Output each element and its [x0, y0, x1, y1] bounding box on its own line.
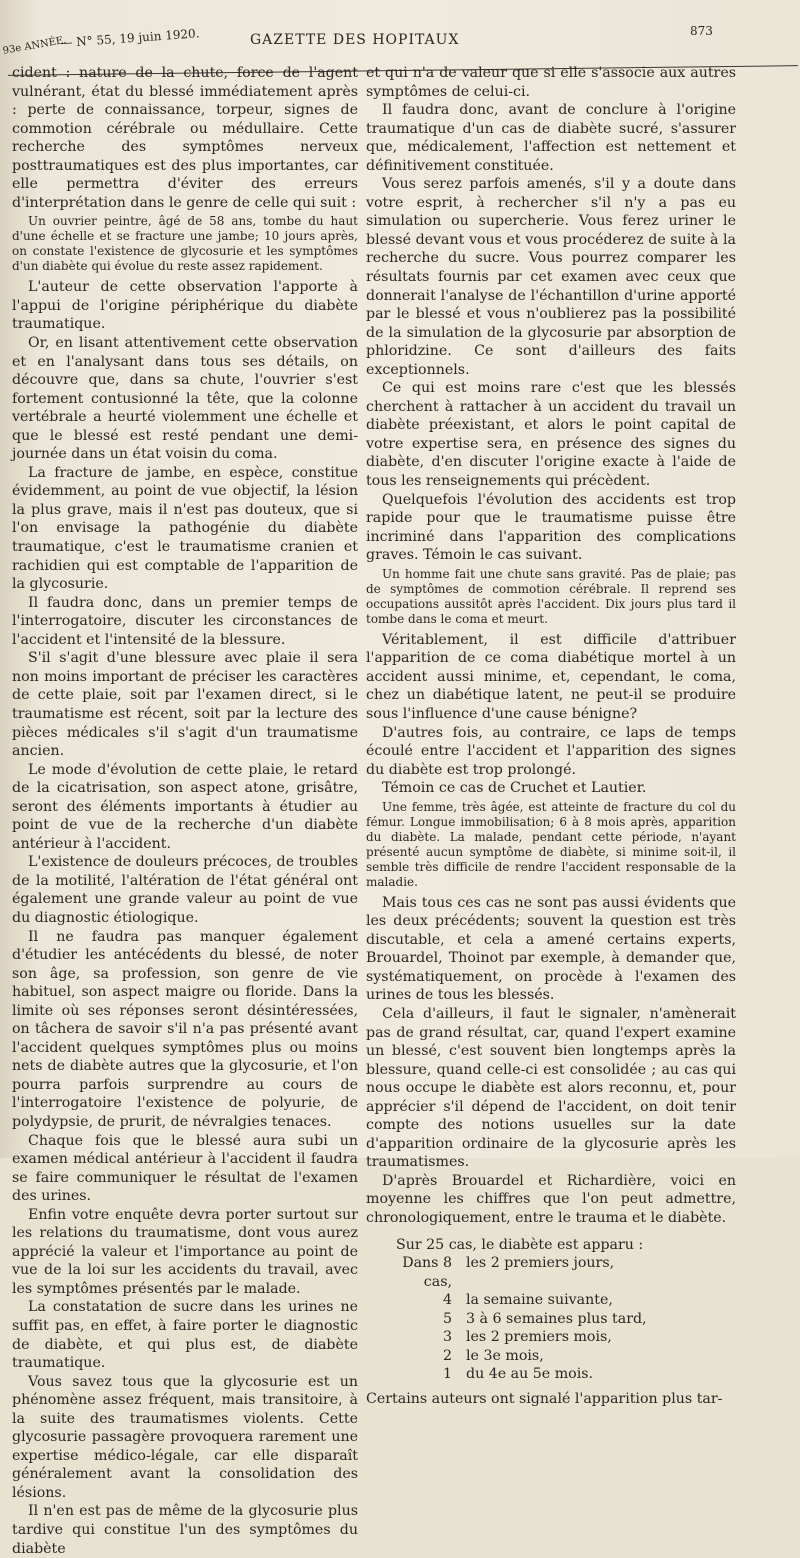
- case-count: 4: [442, 1292, 452, 1309]
- paragraph: La fracture de jambe, en espèce, constitue évidemment, au point de vue objectif, la lésion la plus grave, mais il n'est pas douteux, que si l'on envisage la pathogénie du diabète traumatique, c'est le traumatisme cranien et rachidien qui est comptable de l'apparition de la glycosurie.: [12, 464, 358, 593]
- paragraph: Certains auteurs ont signalé l'apparition plus tar-: [366, 1390, 723, 1407]
- paragraph: D'autres fois, au contraire, ce laps de temps écoulé entre l'accident et l'apparition des signes du diabète est trop prolongé.: [366, 724, 736, 778]
- statistics-row: [396, 1254, 736, 1291]
- statistics-row: [396, 1365, 736, 1384]
- case-count: 2: [442, 1347, 452, 1364]
- paragraph: S'il s'agit d'une blessure avec plaie il sera non moins important de préciser les caractères de cette plaie, soit par l'examen direct, si le traumatisme est récent, soit par la lecture des pièces médicales s'il s'agit d'un traumatisme ancien.: [12, 650, 358, 760]
- paragraph: Il faudra donc, avant de conclure à l'origine traumatique d'un cas de diabète sucré, s'assurer que, médicalement, l'affection est nettement et définitivement constituée.: [366, 102, 736, 174]
- onset-period: 3 à 6 semaines plus tard,: [466, 1310, 647, 1327]
- paragraph: L'existence de douleurs précoces, de troubles de la motilité, l'altération de l'état général ont également une grande valeur au point de vue du diagnostic étiologique.: [12, 854, 358, 926]
- paragraph: Ce qui est moins rare c'est que les blessés cherchent à rattacher à un accident du travail un diabète préexistant, et alors le point capital de votre expertise sera, en présence des signes du diabète, d'en discuter l'origine exacte à l'aide de tous les renseignements qui précèdent.: [366, 380, 736, 490]
- journal-title: GAZETTE DES HOPITAUX: [250, 32, 460, 48]
- onset-period: du 4e au 5e mois.: [466, 1366, 594, 1383]
- paragraph: Il n'en est pas de même de la glycosurie plus tardive qui constitue l'un des symptômes du diabète: [12, 1503, 358, 1557]
- right-column: [366, 64, 736, 1408]
- volume-label: 93e ANNÉE.: [2, 34, 68, 57]
- paragraph: Témoin ce cas de Cruchet et Lautier.: [382, 780, 647, 797]
- paragraph: La constatation de sucre dans les urines ne suffit pas, en effet, à faire porter le diagnostic de diabète, et qui plus est, de diabète traumatique.: [12, 1299, 358, 1372]
- paragraph: Il ne faudra pas manquer également d'étudier les antécédents du blessé, de noter son âge, sa profession, son genre de vie habituel, son aspect maigre ou floride. Dans la limite où ses réponses seront désintéressées, on tâchera de savoir s'il n'a pas présenté avant l'accident quelques symptômes plus ou moins nets de diabète autres que la glycosurie, et l'on pourra parfois surprendre au cours de l'interrogatoire l'existence de polyurie, de polydypsie, de prurit, de névralgies tenaces.: [12, 928, 358, 1130]
- paragraph: Mais tous ces cas ne sont pas aussi évidents que les deux précédents; souvent la question est très discutable, et cela a amené certains experts, Brouardel, Thoinot par exemple, à demander que, systématiquement, on procède à l'examen des urines de tous les blessés.: [366, 894, 736, 1004]
- case-count: Dans 8 cas,: [402, 1255, 452, 1290]
- paragraph: cident : nature de la chute, force de l'agent vulnérant, état du blessé immédiatement après : perte de connaissance, torpeur, signes de commotion cérébrale ou médullaire. Cette recherche des symptômes nerveux posttraumatiques est des plus importantes, car elle permettra d'éviter des erreurs d'interprétation dans le genre de celle qui suit :: [12, 65, 358, 211]
- statistics-row: [396, 1347, 736, 1366]
- paragraph: Vous serez parfois amenés, s'il y a doute dans votre esprit, à rechercher s'il n'y a pas eu simulation ou supercherie. Vous ferez uriner le blessé devant vous et vous procéderez de suite à la recherche du sucre. Vous pourrez comparer les résultats fournis par cet examen avec ceux que donnerait l'analyse de l'échantillon d'urine apporté par le blessé et vous n'oublierez pas la possibilité de la simulation de la glycosurie par absorption de phloridzine. Ce sont d'ailleurs des faits exceptionnels.: [366, 176, 736, 378]
- paragraph: Enfin votre enquête devra porter surtout sur les relations du traumatisme, dont vous aurez apprécié la valeur et l'importance au point de vue de la loi sur les accidents du travail, avec les symptômes présentés par le malade.: [12, 1206, 358, 1297]
- onset-period: la semaine suivante,: [466, 1292, 613, 1309]
- statistics-row: [396, 1328, 736, 1347]
- issue-date: — N° 55, 19 juin 1920.: [60, 26, 200, 50]
- onset-statistics: [396, 1236, 736, 1384]
- paragraph: Le mode d'évolution de cette plaie, le retard de la cicatrisation, son aspect atone, grisâtre, seront des éléments importants à étudier au point de vue de la recherche d'un diabète antérieur à l'accident.: [12, 761, 358, 852]
- paragraph: D'après Brouardel et Richardière, voici en moyenne les chiffres que l'on peut admettre, chronologiquement, entre le trauma et le diabète.: [366, 1172, 736, 1226]
- onset-period: les 2 premiers jours,: [466, 1255, 615, 1272]
- paragraph: Il faudra donc, dans un premier temps de l'interrogatoire, discuter les circonstances de l'accident et l'intensité de la blessure.: [12, 594, 358, 648]
- case-count: 5: [442, 1310, 452, 1327]
- case-count: 3: [442, 1329, 452, 1346]
- case-count: 1: [442, 1366, 452, 1383]
- paragraph: Chaque fois que le blessé aura subi un examen médical antérieur à l'accident il faudra se faire communiquer le résultat de l'examen des urines.: [12, 1132, 358, 1205]
- left-column: [12, 64, 358, 1558]
- paragraph: L'auteur de cette observation l'apporte à l'appui de l'origine périphérique du diabète traumatique.: [12, 279, 358, 333]
- paragraph: Or, en lisant attentivement cette observation et en l'analysant dans tous ses détails, on découvre que, dans sa chute, l'ouvrier s'est fortement contusionné la tête, que la colonne vertébrale a heurté violemment une échelle et que le blessé est resté pendant une demi-journée dans un état voisin du coma.: [12, 335, 358, 463]
- onset-period: le 3e mois,: [466, 1347, 544, 1364]
- onset-period: les 2 premiers mois,: [466, 1329, 612, 1346]
- statistics-heading: Sur 25 cas, le diabète est apparu :: [396, 1236, 644, 1253]
- paragraph: Véritablement, il est difficile d'attribuer l'apparition de ce coma diabétique mortel à un accident aussi minime, et, cependant, le coma, chez un diabétique latent, ne peut-il se produire sous l'influence d'une cause bénigne?: [366, 631, 736, 722]
- case-report: Un ouvrier peintre, âgé de 58 ans, tombe du haut d'une échelle et se fracture une jambe; 10 jours après, on constate l'existence de glycosurie et les symptômes d'un diabète qui évolue du reste assez rapidement.: [12, 214, 358, 274]
- paragraph: Vous savez tous que la glycosurie est un phénomène assez fréquent, mais transitoire, à la suite des traumatismes violents. Cette glycosurie passagère provoquera rarement une expertise médico-légale, car elle disparaît généralement avant la consolidation des lésions.: [12, 1373, 358, 1501]
- statistics-row: [396, 1291, 736, 1310]
- paragraph: et qui n'a de valeur que si elle s'associe aux autres symptômes de celui-ci.: [366, 65, 736, 100]
- case-report: Un homme fait une chute sans gravité. Pas de plaie; pas de symptômes de commotion cérébrale. Il reprend ses occupations aussitôt après l'accident. Dix jours plus tard il tombe dans le coma et meurt.: [366, 566, 736, 626]
- paragraph: Quelquefois l'évolution des accidents est trop rapide pour que le traumatisme puisse être incriminé dans l'apparition des complications graves. Témoin le cas suivant.: [366, 491, 736, 564]
- paragraph: Cela d'ailleurs, il faut le signaler, n'amènerait pas de grand résultat, car, quand l'expert examine un blessé, c'est souvent bien longtemps après la blessure, quand celle-ci est consolidée ; au cas qui nous occupe le diabète est alors reconnu, et, pour apprécier s'il dépend de l'accident, on doit tenir compte des notions usuelles sur la date d'apparition ordinaire de la glycosurie après les traumatismes.: [366, 1005, 736, 1171]
- case-report: Une femme, très âgée, est atteinte de fracture du col du fémur. Longue immobilisation; 6 à 8 mois après, apparition du diabète. La malade, pendant cette période, n'ayant présenté aucun symptôme de diabète, si minime soit-il, il semble très difficile de rendre l'accident responsable de la maladie.: [366, 799, 736, 889]
- page-number: 873: [690, 24, 713, 38]
- running-header: [0, 22, 800, 62]
- statistics-row: [396, 1310, 736, 1329]
